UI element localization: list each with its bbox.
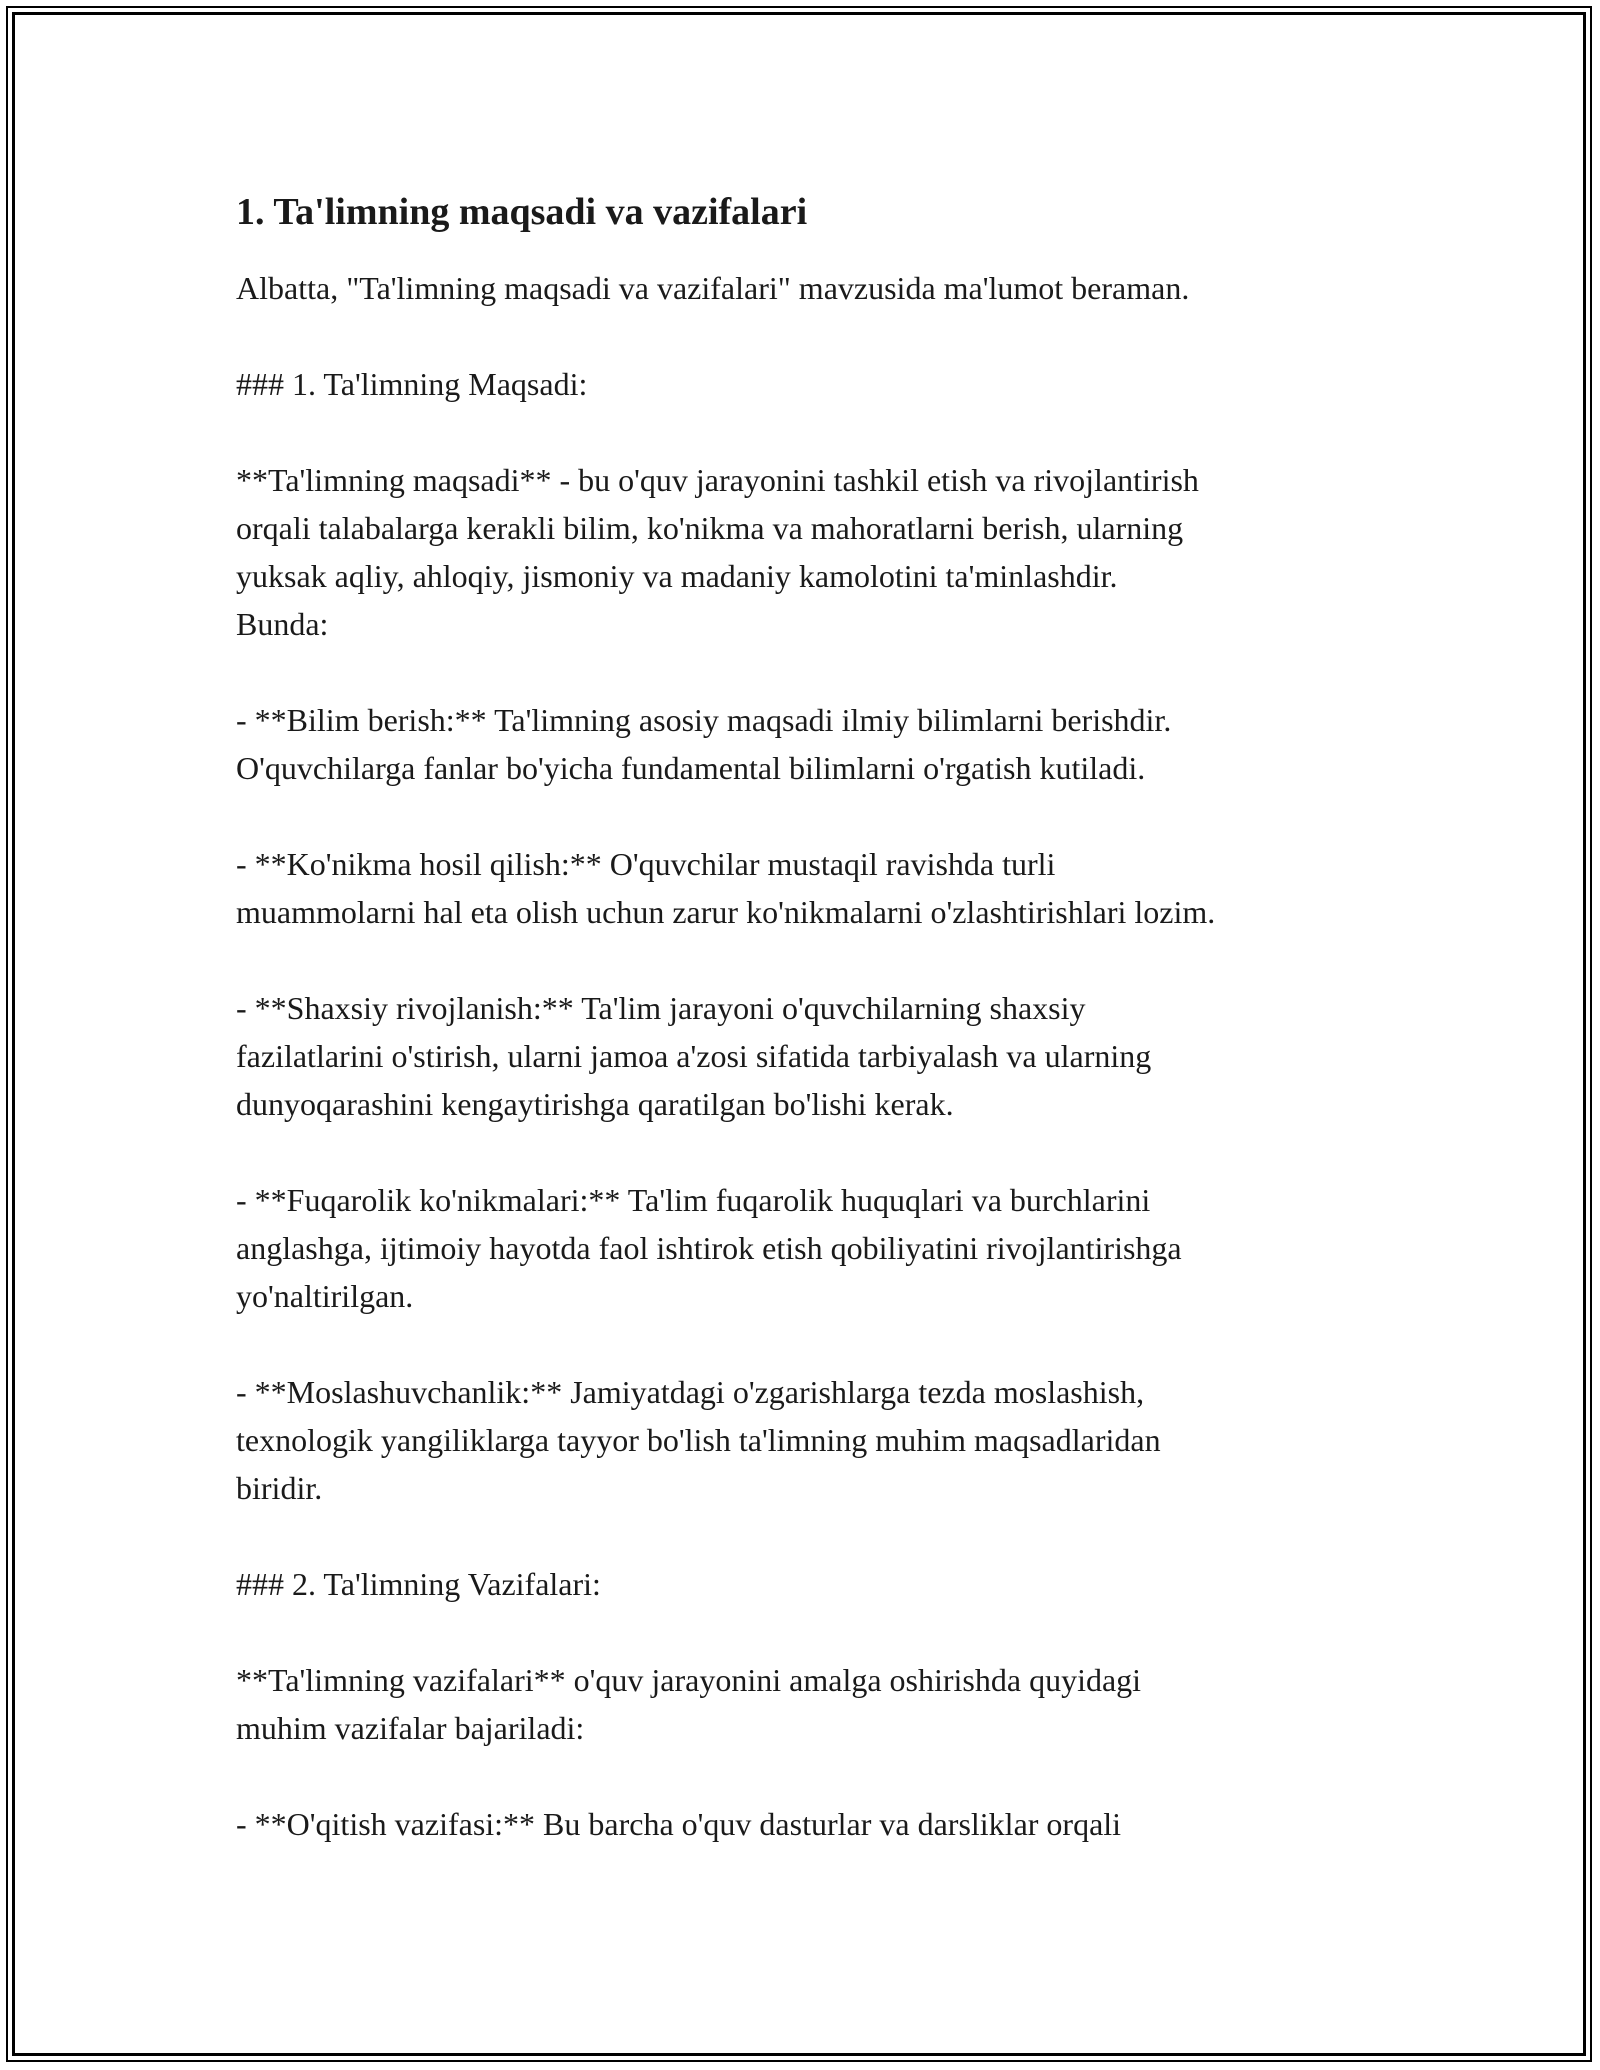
section-heading-maqsadi: ### 1. Ta'limning Maqsadi:: [236, 366, 588, 402]
list-item-oqitish-vazifasi: - **O'qitish vazifasi:** Bu barcha o'quv dasturlar va darsliklar orqali: [236, 1806, 1122, 1842]
list-item-fuqarolik-konikmalari: - **Fuqarolik ko'nikmalari:** Ta'lim fuqarolik huquqlari va burchlarini anglashga, ijtimoiy hayotda faol ishtirok etish qobiliyatini rivojlantirishga yo'naltirilgan.: [236, 1182, 1182, 1314]
intro-paragraph: Albatta, "Ta'limning maqsadi va vazifalari" mavzusida ma'lumot beraman.: [236, 270, 1190, 306]
document-title: 1. Ta'limning maqsadi va vazifalari: [236, 191, 808, 233]
section-heading-vazifalari: ### 2. Ta'limning Vazifalari:: [236, 1566, 601, 1602]
list-item-konikma-hosil-qilish: - **Ko'nikma hosil qilish:** O'quvchilar mustaqil ravishda turli muammolarni hal eta olish uchun zarur ko'nikmalarni o'zlashtirishlari lozim.: [236, 846, 1216, 930]
maqsadi-definition-paragraph: **Ta'limning maqsadi** - bu o'quv jarayonini tashkil etish va rivojlantirish orqali talabalarga kerakli bilim, ko'nikma va mahoratlarni berish, ularning yuksak aqliy, ahloqiy, jismoniy va madaniy kamolotini ta'minlashdir. Bunda:: [236, 462, 1199, 642]
vazifalari-definition-paragraph: **Ta'limning vazifalari** o'quv jarayonini amalga oshirishda quyidagi muhim vazifalar bajariladi:: [236, 1662, 1142, 1746]
list-item-bilim-berish: - **Bilim berish:** Ta'limning asosiy maqsadi ilmiy bilimlarni berishdir. O'quvchilarga fanlar bo'yicha fundamental bilimlarni o'rgatish kutiladi.: [236, 702, 1172, 786]
document-body: [236, 186, 1386, 1896]
list-item-moslashuvchanlik: - **Moslashuvchanlik:** Jamiyatdagi o'zgarishlarga tezda moslashish, texnologik yangiliklarga tayyor bo'lish ta'limning muhim maqsadlaridan biridir.: [236, 1374, 1161, 1506]
list-item-shaxsiy-rivojlanish: - **Shaxsiy rivojlanish:** Ta'lim jarayoni o'quvchilarning shaxsiy fazilatlarini o'stirish, ularni jamoa a'zosi sifatida tarbiyalash va ularning dunyoqarashini kengaytirishga qaratilgan bo'lishi kerak.: [236, 990, 1152, 1122]
